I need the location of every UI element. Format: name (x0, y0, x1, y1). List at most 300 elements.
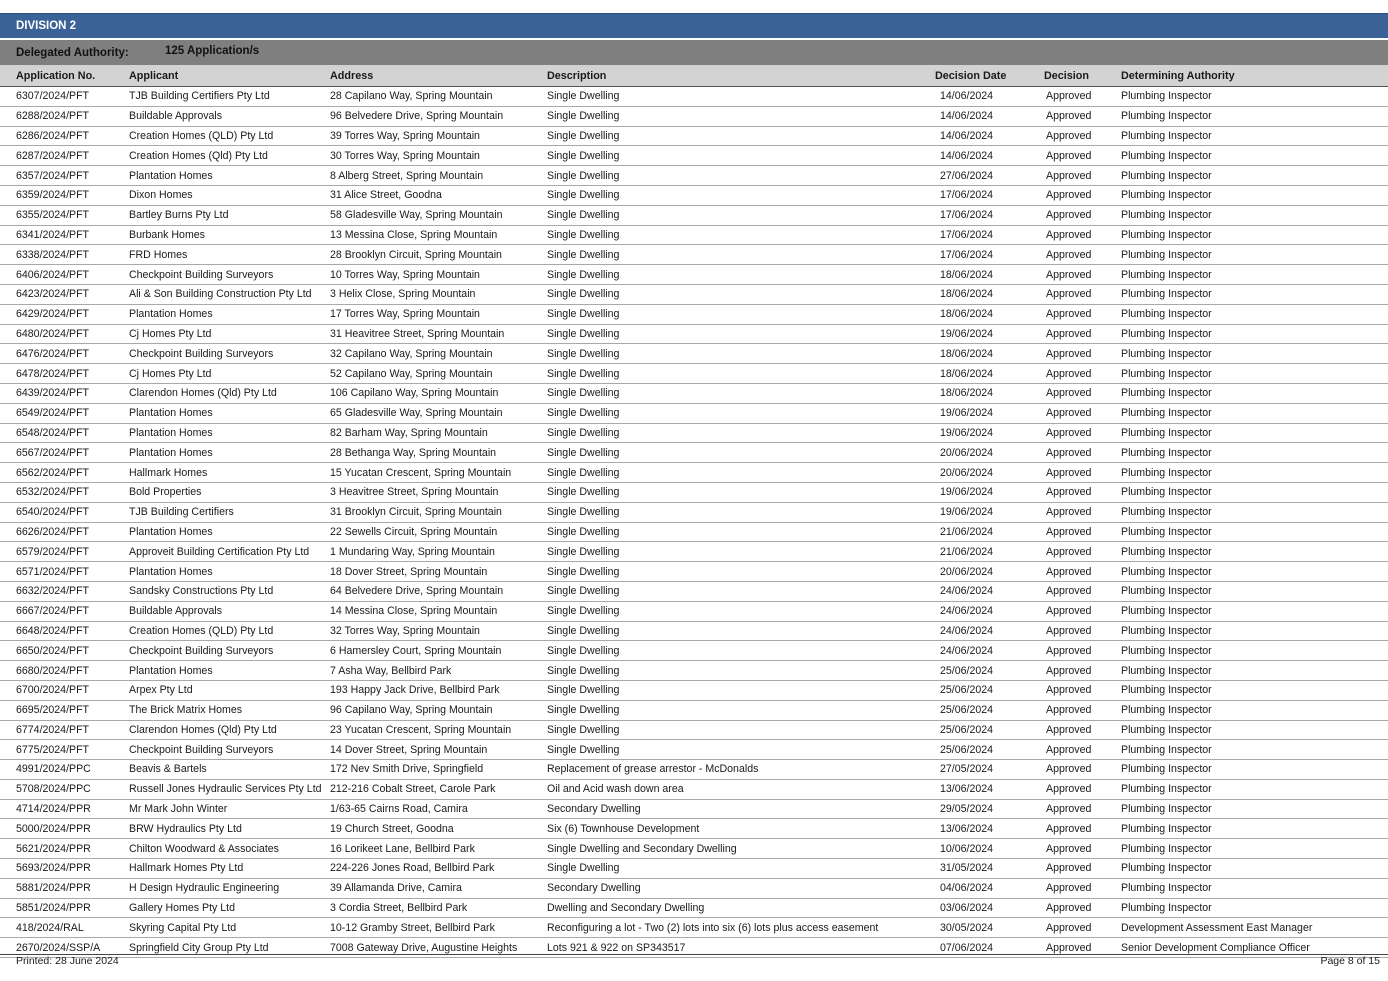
determining-authority-cell: Plumbing Inspector (1121, 799, 1388, 819)
application-number-cell: 6359/2024/PFT (0, 185, 129, 205)
decision-cell: Approved (1044, 859, 1121, 879)
applicant-cell: Hallmark Homes (129, 463, 330, 483)
determining-authority-cell: Plumbing Inspector (1121, 720, 1388, 740)
decision-cell: Approved (1044, 542, 1121, 562)
decision-cell: Approved (1044, 661, 1121, 681)
description-cell: Single Dwelling (547, 562, 935, 582)
table-row (0, 839, 1388, 859)
table-row (0, 324, 1388, 344)
applicant-cell: Bartley Burns Pty Ltd (129, 205, 330, 225)
address-cell: 28 Bethanga Way, Spring Mountain (330, 443, 547, 463)
table-row (0, 661, 1388, 681)
table-row (0, 403, 1388, 423)
column-header: Description (547, 65, 935, 87)
description-cell: Single Dwelling (547, 364, 935, 384)
determining-authority-cell: Plumbing Inspector (1121, 839, 1388, 859)
description-cell: Lots 921 & 922 on SP343517 (547, 938, 935, 958)
applicant-cell: Buildable Approvals (129, 601, 330, 621)
table-row (0, 779, 1388, 799)
applicant-cell: Plantation Homes (129, 443, 330, 463)
page-number: Page 8 of 15 (1320, 955, 1380, 967)
description-cell: Single Dwelling (547, 225, 935, 245)
table-row (0, 740, 1388, 760)
printed-date: Printed: 28 June 2024 (16, 955, 119, 967)
table-row (0, 383, 1388, 403)
determining-authority-cell: Plumbing Inspector (1121, 106, 1388, 126)
description-cell: Dwelling and Secondary Dwelling (547, 898, 935, 918)
description-cell: Single Dwelling (547, 859, 935, 879)
column-header: Determining Authority (1121, 65, 1388, 87)
decision-date-cell: 07/06/2024 (935, 938, 1044, 958)
decision-cell: Approved (1044, 344, 1121, 364)
description-cell: Single Dwelling (547, 166, 935, 186)
application-number-cell: 6548/2024/PFT (0, 423, 129, 443)
determining-authority-cell: Plumbing Inspector (1121, 779, 1388, 799)
description-cell: Single Dwelling (547, 720, 935, 740)
description-cell: Single Dwelling (547, 463, 935, 483)
decision-cell: Approved (1044, 680, 1121, 700)
determining-authority-cell: Plumbing Inspector (1121, 542, 1388, 562)
application-number-cell: 6341/2024/PFT (0, 225, 129, 245)
description-cell: Secondary Dwelling (547, 799, 935, 819)
table-row (0, 304, 1388, 324)
address-cell: 10 Torres Way, Spring Mountain (330, 265, 547, 285)
table-row (0, 641, 1388, 661)
decision-date-cell: 24/06/2024 (935, 621, 1044, 641)
address-cell: 19 Church Street, Goodna (330, 819, 547, 839)
address-cell: 32 Capilano Way, Spring Mountain (330, 344, 547, 364)
determining-authority-cell: Plumbing Inspector (1121, 621, 1388, 641)
table-header-row (0, 65, 1388, 87)
decision-date-cell: 20/06/2024 (935, 562, 1044, 582)
address-cell: 212-216 Cobalt Street, Carole Park (330, 779, 547, 799)
application-count: 125 Application/s (165, 45, 260, 57)
applicant-cell: Hallmark Homes Pty Ltd (129, 859, 330, 879)
table-row (0, 918, 1388, 938)
applicant-cell: BRW Hydraulics Pty Ltd (129, 819, 330, 839)
address-cell: 7 Asha Way, Bellbird Park (330, 661, 547, 681)
decision-date-cell: 25/06/2024 (935, 700, 1044, 720)
decision-cell: Approved (1044, 106, 1121, 126)
application-number-cell: 6480/2024/PFT (0, 324, 129, 344)
address-cell: 10-12 Gramby Street, Bellbird Park (330, 918, 547, 938)
determining-authority-cell: Plumbing Inspector (1121, 344, 1388, 364)
address-cell: 106 Capilano Way, Spring Mountain (330, 383, 547, 403)
determining-authority-cell: Plumbing Inspector (1121, 819, 1388, 839)
applicant-cell: Checkpoint Building Surveyors (129, 740, 330, 760)
applicant-cell: Plantation Homes (129, 423, 330, 443)
application-number-cell: 6774/2024/PFT (0, 720, 129, 740)
application-number-cell: 6571/2024/PFT (0, 562, 129, 582)
applicant-cell: Plantation Homes (129, 562, 330, 582)
decision-cell: Approved (1044, 799, 1121, 819)
applicant-cell: Sandsky Constructions Pty Ltd (129, 581, 330, 601)
application-number-cell: 5621/2024/PPR (0, 839, 129, 859)
address-cell: 172 Nev Smith Drive, Springfield (330, 760, 547, 780)
applicant-cell: Dixon Homes (129, 185, 330, 205)
description-cell: Oil and Acid wash down area (547, 779, 935, 799)
description-cell: Single Dwelling (547, 265, 935, 285)
applicant-cell: FRD Homes (129, 245, 330, 265)
applicant-cell: Plantation Homes (129, 661, 330, 681)
applicant-cell: Creation Homes (QLD) Pty Ltd (129, 126, 330, 146)
applications-table (0, 65, 1388, 958)
application-number-cell: 6562/2024/PFT (0, 463, 129, 483)
decision-cell: Approved (1044, 641, 1121, 661)
determining-authority-cell: Plumbing Inspector (1121, 601, 1388, 621)
address-cell: 96 Capilano Way, Spring Mountain (330, 700, 547, 720)
decision-date-cell: 18/06/2024 (935, 304, 1044, 324)
table-row (0, 463, 1388, 483)
decision-date-cell: 24/06/2024 (935, 641, 1044, 661)
determining-authority-cell: Plumbing Inspector (1121, 641, 1388, 661)
description-cell: Single Dwelling (547, 502, 935, 522)
table-row (0, 482, 1388, 502)
address-cell: 193 Happy Jack Drive, Bellbird Park (330, 680, 547, 700)
address-cell: 30 Torres Way, Spring Mountain (330, 146, 547, 166)
table-row (0, 443, 1388, 463)
address-cell: 96 Belvedere Drive, Spring Mountain (330, 106, 547, 126)
address-cell: 15 Yucatan Crescent, Spring Mountain (330, 463, 547, 483)
decision-date-cell: 14/06/2024 (935, 87, 1044, 107)
application-number-cell: 6338/2024/PFT (0, 245, 129, 265)
column-header: Address (330, 65, 547, 87)
address-cell: 18 Dover Street, Spring Mountain (330, 562, 547, 582)
address-cell: 58 Gladesville Way, Spring Mountain (330, 205, 547, 225)
description-cell: Single Dwelling (547, 601, 935, 621)
description-cell: Single Dwelling (547, 522, 935, 542)
address-cell: 22 Sewells Circuit, Spring Mountain (330, 522, 547, 542)
decision-cell: Approved (1044, 185, 1121, 205)
address-cell: 14 Dover Street, Spring Mountain (330, 740, 547, 760)
decision-date-cell: 25/06/2024 (935, 661, 1044, 681)
address-cell: 1/63-65 Cairns Road, Camira (330, 799, 547, 819)
determining-authority-cell: Plumbing Inspector (1121, 205, 1388, 225)
description-cell: Single Dwelling (547, 304, 935, 324)
decision-date-cell: 21/06/2024 (935, 542, 1044, 562)
table-row (0, 819, 1388, 839)
application-number-cell: 6429/2024/PFT (0, 304, 129, 324)
decision-cell: Approved (1044, 383, 1121, 403)
description-cell: Single Dwelling (547, 146, 935, 166)
address-cell: 16 Lorikeet Lane, Bellbird Park (330, 839, 547, 859)
description-cell: Single Dwelling (547, 740, 935, 760)
decision-date-cell: 19/06/2024 (935, 324, 1044, 344)
description-cell: Single Dwelling (547, 344, 935, 364)
table-row (0, 87, 1388, 107)
decision-date-cell: 14/06/2024 (935, 146, 1044, 166)
column-header: Decision Date (935, 65, 1044, 87)
decision-date-cell: 19/06/2024 (935, 482, 1044, 502)
table-row (0, 344, 1388, 364)
description-cell: Single Dwelling (547, 383, 935, 403)
address-cell: 52 Capilano Way, Spring Mountain (330, 364, 547, 384)
decision-cell: Approved (1044, 581, 1121, 601)
applicant-cell: TJB Building Certifiers (129, 502, 330, 522)
decision-cell: Approved (1044, 304, 1121, 324)
applicant-cell: Approveit Building Certification Pty Ltd (129, 542, 330, 562)
applicant-cell: Mr Mark John Winter (129, 799, 330, 819)
description-cell: Single Dwelling (547, 205, 935, 225)
decision-cell: Approved (1044, 166, 1121, 186)
determining-authority-cell: Plumbing Inspector (1121, 878, 1388, 898)
decision-cell: Approved (1044, 502, 1121, 522)
applicant-cell: Springfield City Group Pty Ltd (129, 938, 330, 958)
address-cell: 32 Torres Way, Spring Mountain (330, 621, 547, 641)
decision-cell: Approved (1044, 403, 1121, 423)
description-cell: Single Dwelling (547, 641, 935, 661)
decision-date-cell: 13/06/2024 (935, 779, 1044, 799)
table-row (0, 799, 1388, 819)
application-number-cell: 6567/2024/PFT (0, 443, 129, 463)
applicant-cell: Plantation Homes (129, 304, 330, 324)
table-row (0, 166, 1388, 186)
determining-authority-cell: Plumbing Inspector (1121, 403, 1388, 423)
description-cell: Single Dwelling (547, 185, 935, 205)
application-number-cell: 4991/2024/PPC (0, 760, 129, 780)
decision-cell: Approved (1044, 265, 1121, 285)
decision-cell: Approved (1044, 700, 1121, 720)
table-row (0, 700, 1388, 720)
applicant-cell: Plantation Homes (129, 166, 330, 186)
table-row (0, 265, 1388, 285)
description-cell: Secondary Dwelling (547, 878, 935, 898)
application-number-cell: 6532/2024/PFT (0, 482, 129, 502)
decision-cell: Approved (1044, 918, 1121, 938)
decision-date-cell: 17/06/2024 (935, 185, 1044, 205)
applicant-cell: Skyring Capital Pty Ltd (129, 918, 330, 938)
address-cell: 17 Torres Way, Spring Mountain (330, 304, 547, 324)
application-number-cell: 5693/2024/PPR (0, 859, 129, 879)
table-row (0, 601, 1388, 621)
description-cell: Single Dwelling and Secondary Dwelling (547, 839, 935, 859)
address-cell: 3 Heavitree Street, Spring Mountain (330, 482, 547, 502)
address-cell: 65 Gladesville Way, Spring Mountain (330, 403, 547, 423)
decision-cell: Approved (1044, 443, 1121, 463)
decision-cell: Approved (1044, 225, 1121, 245)
decision-date-cell: 19/06/2024 (935, 502, 1044, 522)
column-header: Decision (1044, 65, 1121, 87)
decision-date-cell: 03/06/2024 (935, 898, 1044, 918)
application-number-cell: 6650/2024/PFT (0, 641, 129, 661)
applicant-cell: Plantation Homes (129, 403, 330, 423)
decision-date-cell: 25/06/2024 (935, 720, 1044, 740)
application-number-cell: 6667/2024/PFT (0, 601, 129, 621)
applicant-cell: Beavis & Bartels (129, 760, 330, 780)
determining-authority-cell: Plumbing Inspector (1121, 265, 1388, 285)
decision-date-cell: 24/06/2024 (935, 601, 1044, 621)
table-row (0, 423, 1388, 443)
delegated-label: Delegated Authority: (16, 47, 129, 59)
decision-date-cell: 17/06/2024 (935, 225, 1044, 245)
address-cell: 31 Heavitree Street, Spring Mountain (330, 324, 547, 344)
determining-authority-cell: Plumbing Inspector (1121, 581, 1388, 601)
table-row (0, 859, 1388, 879)
table-row (0, 878, 1388, 898)
address-cell: 23 Yucatan Crescent, Spring Mountain (330, 720, 547, 740)
decision-date-cell: 18/06/2024 (935, 364, 1044, 384)
applicant-cell: Creation Homes (QLD) Pty Ltd (129, 621, 330, 641)
applicant-cell: Checkpoint Building Surveyors (129, 265, 330, 285)
decision-cell: Approved (1044, 819, 1121, 839)
table-row (0, 562, 1388, 582)
address-cell: 1 Mundaring Way, Spring Mountain (330, 542, 547, 562)
table-row (0, 760, 1388, 780)
table-row (0, 185, 1388, 205)
decision-cell: Approved (1044, 284, 1121, 304)
description-cell: Replacement of grease arrestor - McDonalds (547, 760, 935, 780)
determining-authority-cell: Plumbing Inspector (1121, 166, 1388, 186)
determining-authority-cell: Plumbing Inspector (1121, 364, 1388, 384)
decision-date-cell: 30/05/2024 (935, 918, 1044, 938)
application-number-cell: 6357/2024/PFT (0, 166, 129, 186)
decision-cell: Approved (1044, 760, 1121, 780)
table-row (0, 126, 1388, 146)
decision-cell: Approved (1044, 482, 1121, 502)
determining-authority-cell: Plumbing Inspector (1121, 522, 1388, 542)
applicant-cell: Clarendon Homes (Qld) Pty Ltd (129, 720, 330, 740)
decision-cell: Approved (1044, 938, 1121, 958)
table-row (0, 522, 1388, 542)
decision-date-cell: 13/06/2024 (935, 819, 1044, 839)
table-row (0, 364, 1388, 384)
description-cell: Single Dwelling (547, 482, 935, 502)
application-number-cell: 6775/2024/PFT (0, 740, 129, 760)
applicant-cell: H Design Hydraulic Engineering (129, 878, 330, 898)
application-number-cell: 6307/2024/PFT (0, 87, 129, 107)
decision-date-cell: 17/06/2024 (935, 205, 1044, 225)
description-cell: Single Dwelling (547, 324, 935, 344)
decision-cell: Approved (1044, 621, 1121, 641)
address-cell: 14 Messina Close, Spring Mountain (330, 601, 547, 621)
determining-authority-cell: Plumbing Inspector (1121, 680, 1388, 700)
decision-cell: Approved (1044, 740, 1121, 760)
table-row (0, 621, 1388, 641)
decision-cell: Approved (1044, 522, 1121, 542)
determining-authority-cell: Plumbing Inspector (1121, 482, 1388, 502)
applicant-cell: Checkpoint Building Surveyors (129, 641, 330, 661)
application-number-cell: 5881/2024/PPR (0, 878, 129, 898)
application-number-cell: 6695/2024/PFT (0, 700, 129, 720)
decision-date-cell: 18/06/2024 (935, 383, 1044, 403)
decision-cell: Approved (1044, 423, 1121, 443)
address-cell: 3 Helix Close, Spring Mountain (330, 284, 547, 304)
applicant-cell: Gallery Homes Pty Ltd (129, 898, 330, 918)
description-cell: Single Dwelling (547, 106, 935, 126)
determining-authority-cell: Plumbing Inspector (1121, 898, 1388, 918)
decision-date-cell: 18/06/2024 (935, 284, 1044, 304)
applicant-cell: Buildable Approvals (129, 106, 330, 126)
decision-date-cell: 31/05/2024 (935, 859, 1044, 879)
description-cell: Single Dwelling (547, 443, 935, 463)
determining-authority-cell: Plumbing Inspector (1121, 700, 1388, 720)
decision-cell: Approved (1044, 720, 1121, 740)
applicant-cell: TJB Building Certifiers Pty Ltd (129, 87, 330, 107)
applicant-cell: The Brick Matrix Homes (129, 700, 330, 720)
applicant-cell: Checkpoint Building Surveyors (129, 344, 330, 364)
applicant-cell: Burbank Homes (129, 225, 330, 245)
applicant-cell: Cj Homes Pty Ltd (129, 324, 330, 344)
description-cell: Single Dwelling (547, 621, 935, 641)
determining-authority-cell: Plumbing Inspector (1121, 146, 1388, 166)
decision-date-cell: 25/06/2024 (935, 680, 1044, 700)
decision-cell: Approved (1044, 146, 1121, 166)
application-number-cell: 6406/2024/PFT (0, 265, 129, 285)
decision-date-cell: 25/06/2024 (935, 740, 1044, 760)
decision-cell: Approved (1044, 779, 1121, 799)
column-header: Applicant (129, 65, 330, 87)
application-number-cell: 6439/2024/PFT (0, 383, 129, 403)
application-number-cell: 6700/2024/PFT (0, 680, 129, 700)
application-number-cell: 418/2024/RAL (0, 918, 129, 938)
determining-authority-cell: Development Assessment East Manager (1121, 918, 1388, 938)
address-cell: 224-226 Jones Road, Bellbird Park (330, 859, 547, 879)
address-cell: 6 Hamersley Court, Spring Mountain (330, 641, 547, 661)
applicant-cell: Chilton Woodward & Associates (129, 839, 330, 859)
decision-date-cell: 14/06/2024 (935, 126, 1044, 146)
decision-cell: Approved (1044, 324, 1121, 344)
decision-cell: Approved (1044, 562, 1121, 582)
decision-cell: Approved (1044, 126, 1121, 146)
table-row (0, 205, 1388, 225)
description-cell: Single Dwelling (547, 403, 935, 423)
decision-cell: Approved (1044, 898, 1121, 918)
application-number-cell: 2670/2024/SSP/A (0, 938, 129, 958)
determining-authority-cell: Plumbing Inspector (1121, 760, 1388, 780)
decision-date-cell: 18/06/2024 (935, 344, 1044, 364)
determining-authority-cell: Plumbing Inspector (1121, 324, 1388, 344)
description-cell: Single Dwelling (547, 680, 935, 700)
address-cell: 28 Brooklyn Circuit, Spring Mountain (330, 245, 547, 265)
decision-date-cell: 20/06/2024 (935, 463, 1044, 483)
determining-authority-cell: Senior Development Compliance Officer (1121, 938, 1388, 958)
table-row (0, 106, 1388, 126)
table-row (0, 245, 1388, 265)
applicant-cell: Cj Homes Pty Ltd (129, 364, 330, 384)
determining-authority-cell: Plumbing Inspector (1121, 245, 1388, 265)
applicant-cell: Russell Jones Hydraulic Services Pty Ltd (129, 779, 330, 799)
application-number-cell: 6626/2024/PFT (0, 522, 129, 542)
table-row (0, 284, 1388, 304)
determining-authority-cell: Plumbing Inspector (1121, 126, 1388, 146)
determining-authority-cell: Plumbing Inspector (1121, 304, 1388, 324)
description-cell: Single Dwelling (547, 423, 935, 443)
description-cell: Reconfiguring a lot - Two (2) lots into six (6) lots plus access easement (547, 918, 935, 938)
decision-date-cell: 14/06/2024 (935, 106, 1044, 126)
address-cell: 39 Torres Way, Spring Mountain (330, 126, 547, 146)
determining-authority-cell: Plumbing Inspector (1121, 423, 1388, 443)
applicant-cell: Ali & Son Building Construction Pty Ltd (129, 284, 330, 304)
application-number-cell: 6423/2024/PFT (0, 284, 129, 304)
description-cell: Single Dwelling (547, 87, 935, 107)
determining-authority-cell: Plumbing Inspector (1121, 502, 1388, 522)
decision-date-cell: 24/06/2024 (935, 581, 1044, 601)
address-cell: 8 Alberg Street, Spring Mountain (330, 166, 547, 186)
application-number-cell: 5851/2024/PPR (0, 898, 129, 918)
decision-date-cell: 20/06/2024 (935, 443, 1044, 463)
address-cell: 7008 Gateway Drive, Augustine Heights (330, 938, 547, 958)
application-number-cell: 6286/2024/PFT (0, 126, 129, 146)
description-cell: Single Dwelling (547, 661, 935, 681)
column-header: Application No. (0, 65, 129, 87)
description-cell: Six (6) Townhouse Development (547, 819, 935, 839)
table-row (0, 720, 1388, 740)
decision-cell: Approved (1044, 245, 1121, 265)
determining-authority-cell: Plumbing Inspector (1121, 383, 1388, 403)
application-number-cell: 5000/2024/PPR (0, 819, 129, 839)
determining-authority-cell: Plumbing Inspector (1121, 87, 1388, 107)
decision-date-cell: 19/06/2024 (935, 403, 1044, 423)
